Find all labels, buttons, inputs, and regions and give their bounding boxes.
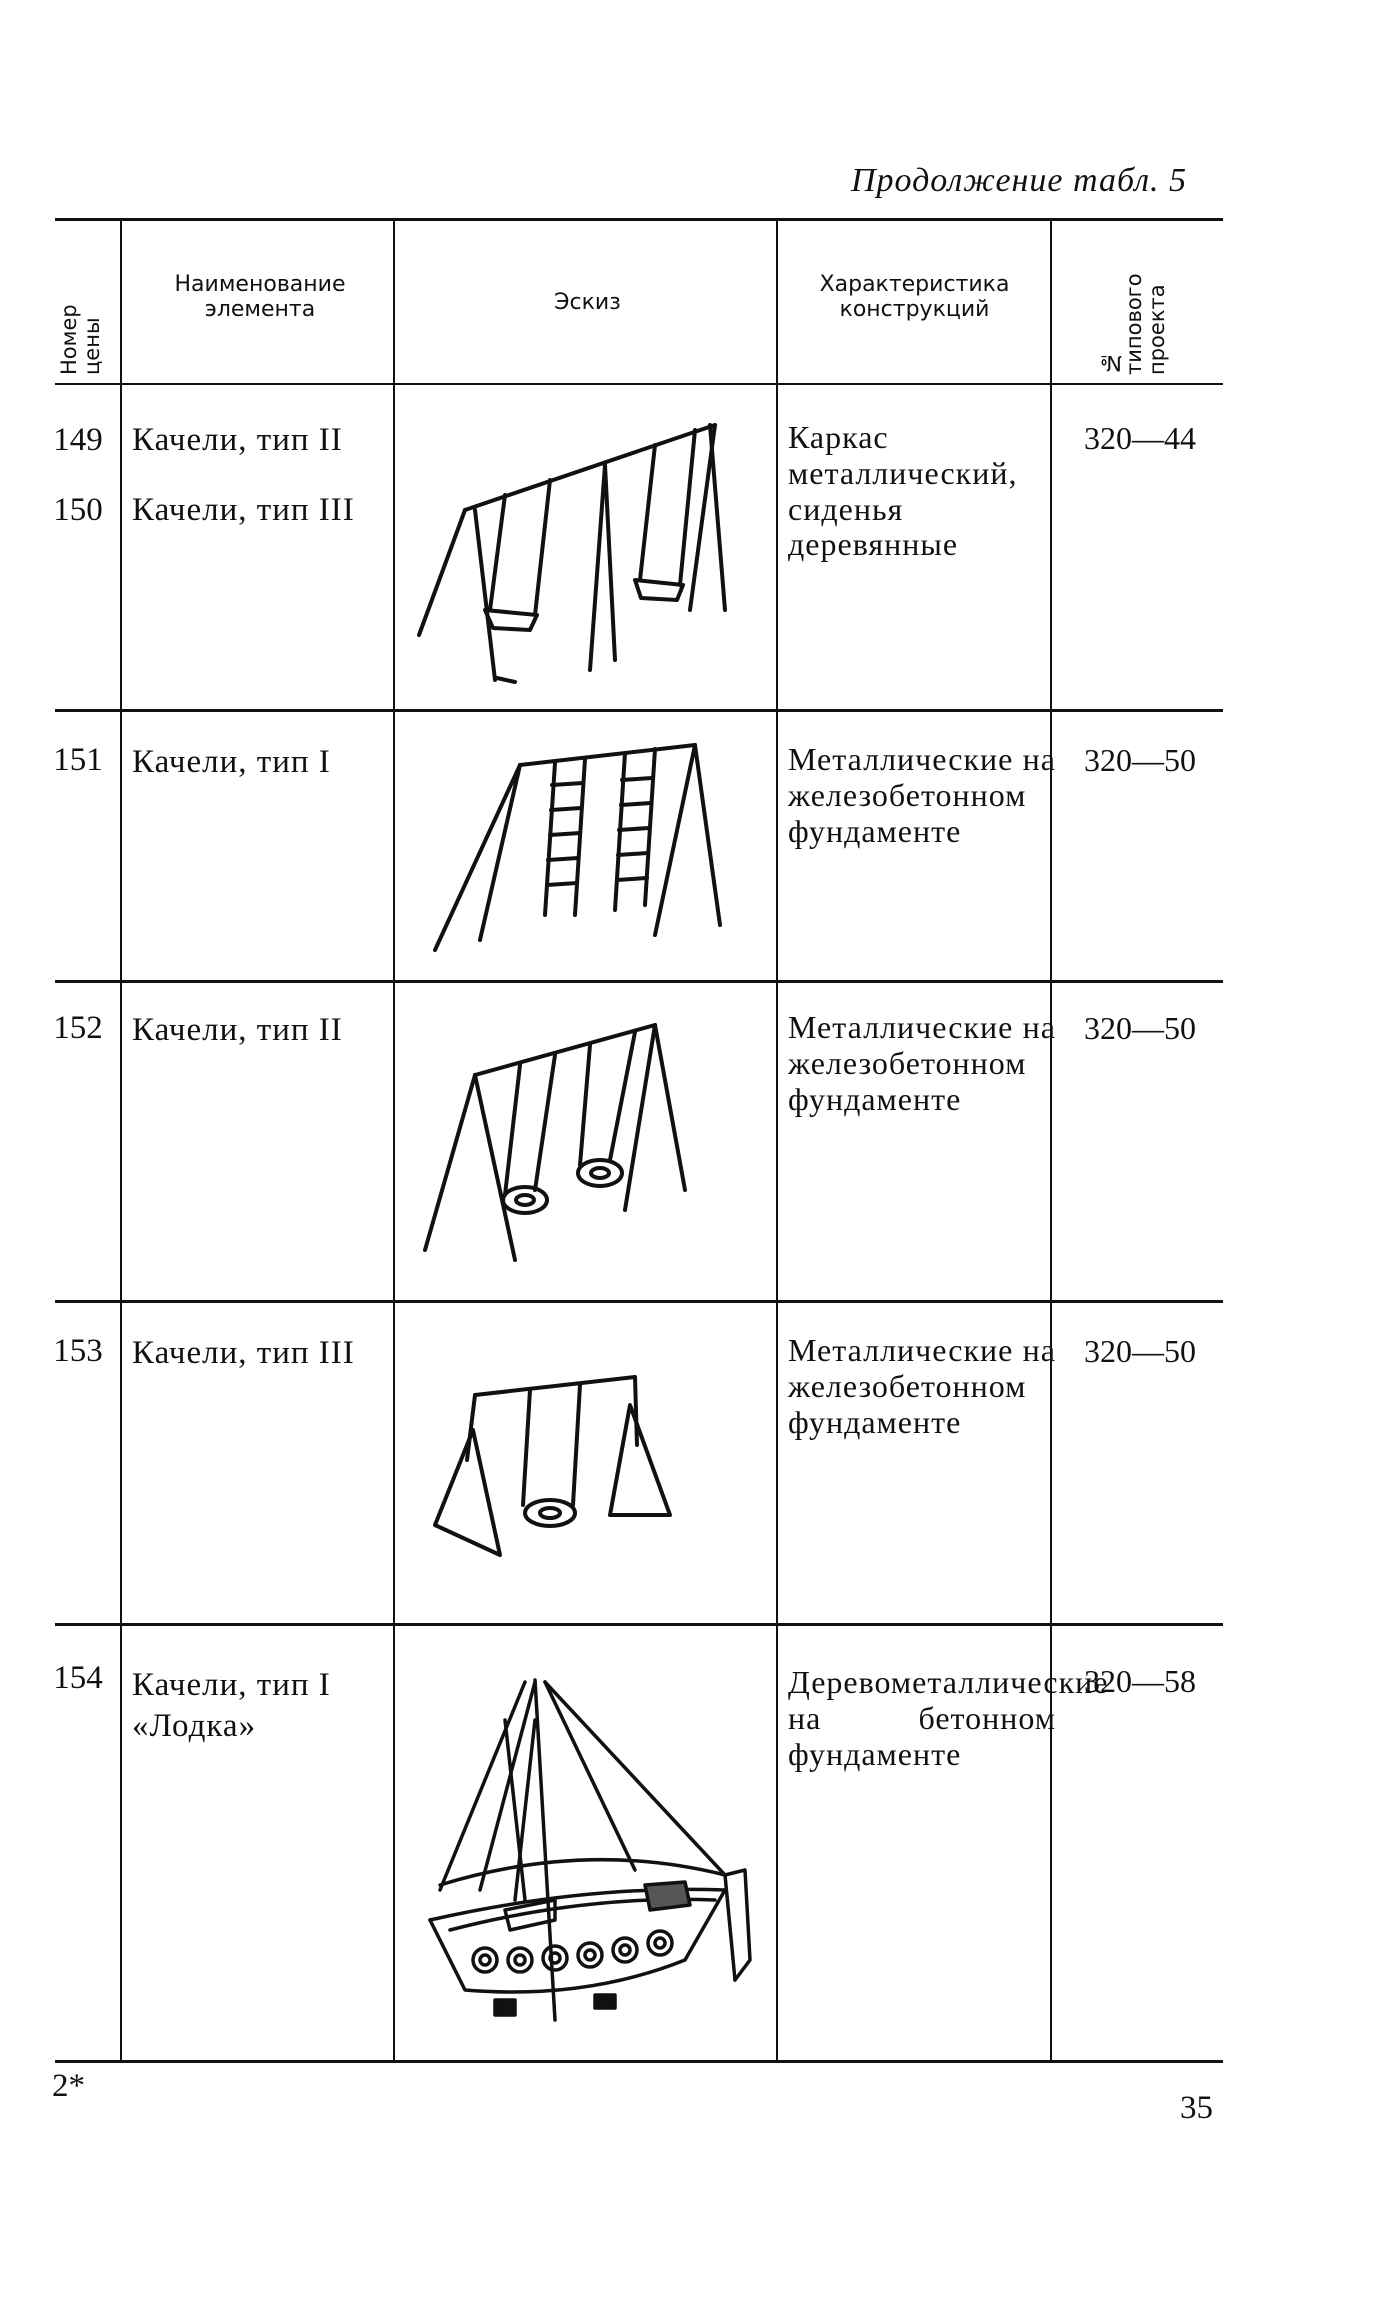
element-name: Качели, тип I «Лодка» [132, 1667, 331, 1745]
row-divider [55, 1300, 1223, 1303]
project-number: 320—58 [1084, 1663, 1196, 1699]
header-project: № типового проекта [1099, 273, 1170, 375]
project-number: 320—44 [1084, 420, 1196, 456]
element-name: Качели, тип II [132, 422, 343, 458]
row-number: 150 [53, 492, 103, 528]
header-name: Наименование элемента [174, 272, 346, 323]
row-number: 151 [53, 742, 103, 778]
element-name: Качели, тип I [132, 744, 331, 780]
row-number: 153 [53, 1333, 103, 1369]
element-name: Качели, тип III [132, 492, 355, 528]
row-number: 149 [53, 422, 103, 458]
construction-feature: Металлические на железобетонном фундаменте [788, 1009, 1056, 1117]
header-feature: Характеристика конструкций [819, 272, 1010, 323]
row-divider [55, 709, 1223, 712]
double-a-frame-swing-icon [405, 410, 775, 700]
tire-swing-single-icon [405, 1365, 775, 1565]
element-name: Качели, тип II [132, 1012, 343, 1048]
project-number: 320—50 [1084, 1333, 1196, 1369]
row-number: 152 [53, 1010, 103, 1046]
project-number: 320—50 [1084, 742, 1196, 778]
construction-feature: Деревометаллические на бетонном фундаменте [788, 1664, 1109, 1772]
project-number: 320—50 [1084, 1010, 1196, 1046]
column-divider [776, 220, 778, 2060]
page-number: 35 [1180, 2090, 1213, 2126]
header-bottom-rule [55, 383, 1223, 385]
element-name: Качели, тип III [132, 1335, 355, 1371]
header-number: Номер цены [57, 304, 105, 375]
table-continuation-caption: Продолжение табл. 5 [851, 162, 1188, 199]
construction-feature: Каркас металлический, сиденья деревянные [788, 419, 1018, 563]
row-divider [55, 980, 1223, 983]
ladder-swing-icon [405, 735, 775, 965]
tire-swing-double-icon [405, 1010, 775, 1270]
row-divider [55, 1623, 1223, 1626]
construction-feature: Металлические на железобетонном фундаменте [788, 1332, 1056, 1440]
table-top-rule [55, 218, 1223, 221]
table-bottom-rule [55, 2060, 1223, 2063]
signature-mark: 2* [52, 2068, 85, 2104]
column-divider [120, 220, 122, 2060]
construction-feature: Металлические на железобетонном фундаменте [788, 741, 1056, 849]
boat-swing-icon [405, 1660, 775, 2040]
header-sketch: Эскиз [554, 290, 621, 315]
row-number: 154 [53, 1660, 103, 1696]
